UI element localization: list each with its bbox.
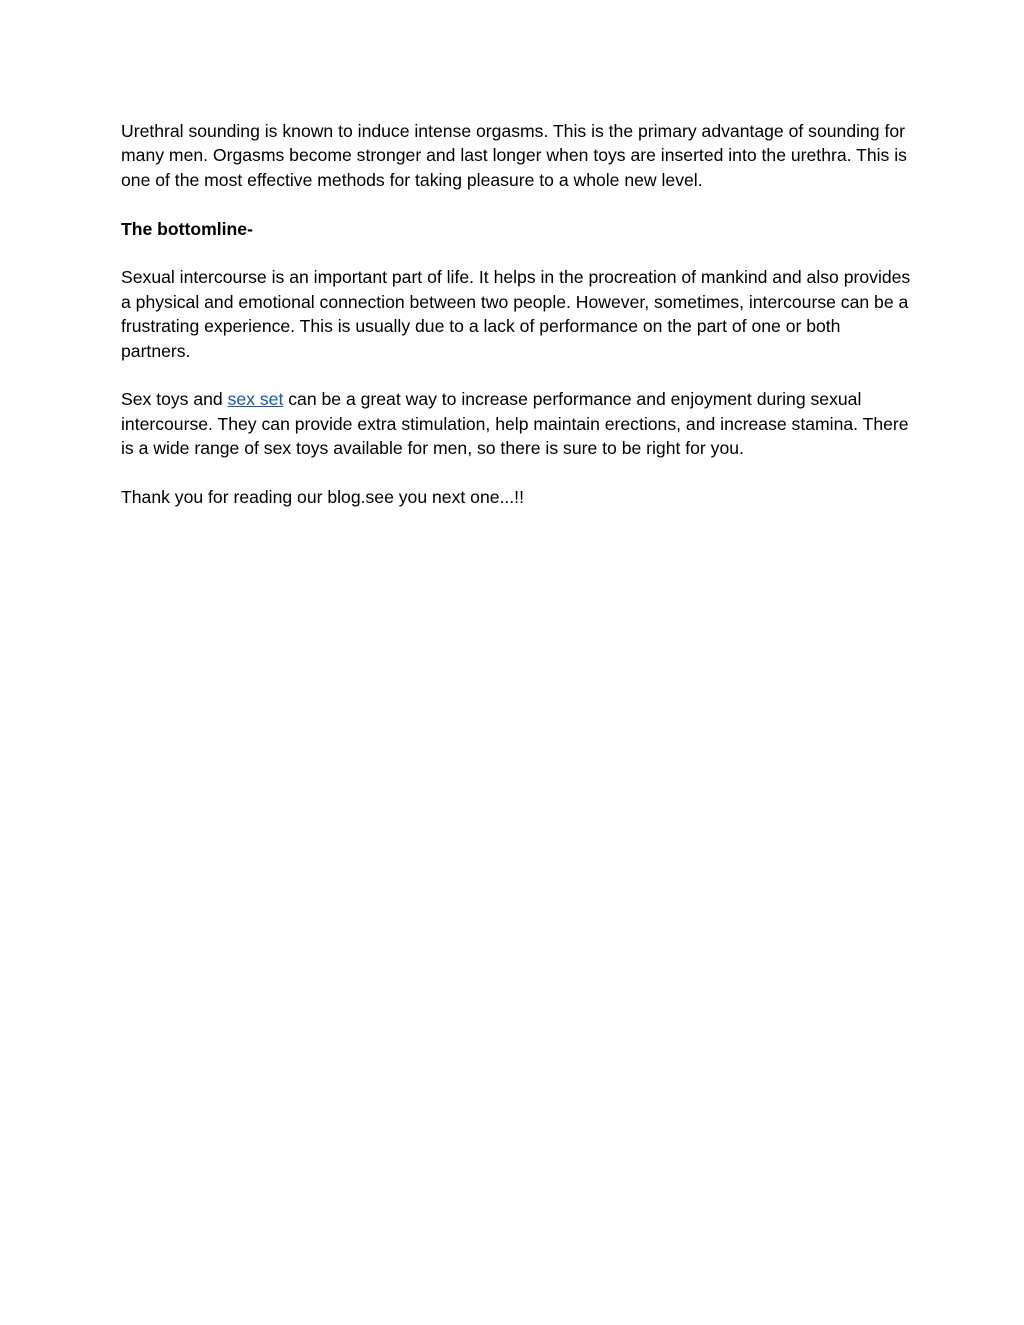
document-body	[121, 119, 911, 534]
paragraph-sexual-intercourse: Sexual intercourse is an important part of life. It helps in the procreation of mankind and also provides a physical and emotional connection between two people. However, sometimes, intercourse can be a frustrating experience. This is usually due to a lack of performance on the part of one or both partners.	[121, 267, 911, 361]
closing-line: Thank you for reading our blog.see you next one...!!	[121, 487, 524, 508]
section-heading: The bottomline-	[121, 218, 253, 239]
paragraph-sex-toys	[121, 387, 911, 460]
paragraph-urethral-sounding: Urethral sounding is known to induce intense orgasms. This is the primary advantage of sounding for many men. Orgasms become stronger and last longer when toys are inserted into the urethra. This is one of the most effective methods for taking pleasure to a whole new level.	[121, 121, 907, 190]
sex-set-link[interactable]: sex set	[227, 389, 284, 410]
paragraph-text-after-link: can be a great way to increase performance and enjoyment during sexual intercourse. They can provide extra stimulation, help maintain erections, and increase stamina. There is a wide range of sex toys available for men, so there is sure to be right for you.	[121, 389, 909, 459]
paragraph-text-before-link: Sex toys and	[121, 389, 228, 410]
